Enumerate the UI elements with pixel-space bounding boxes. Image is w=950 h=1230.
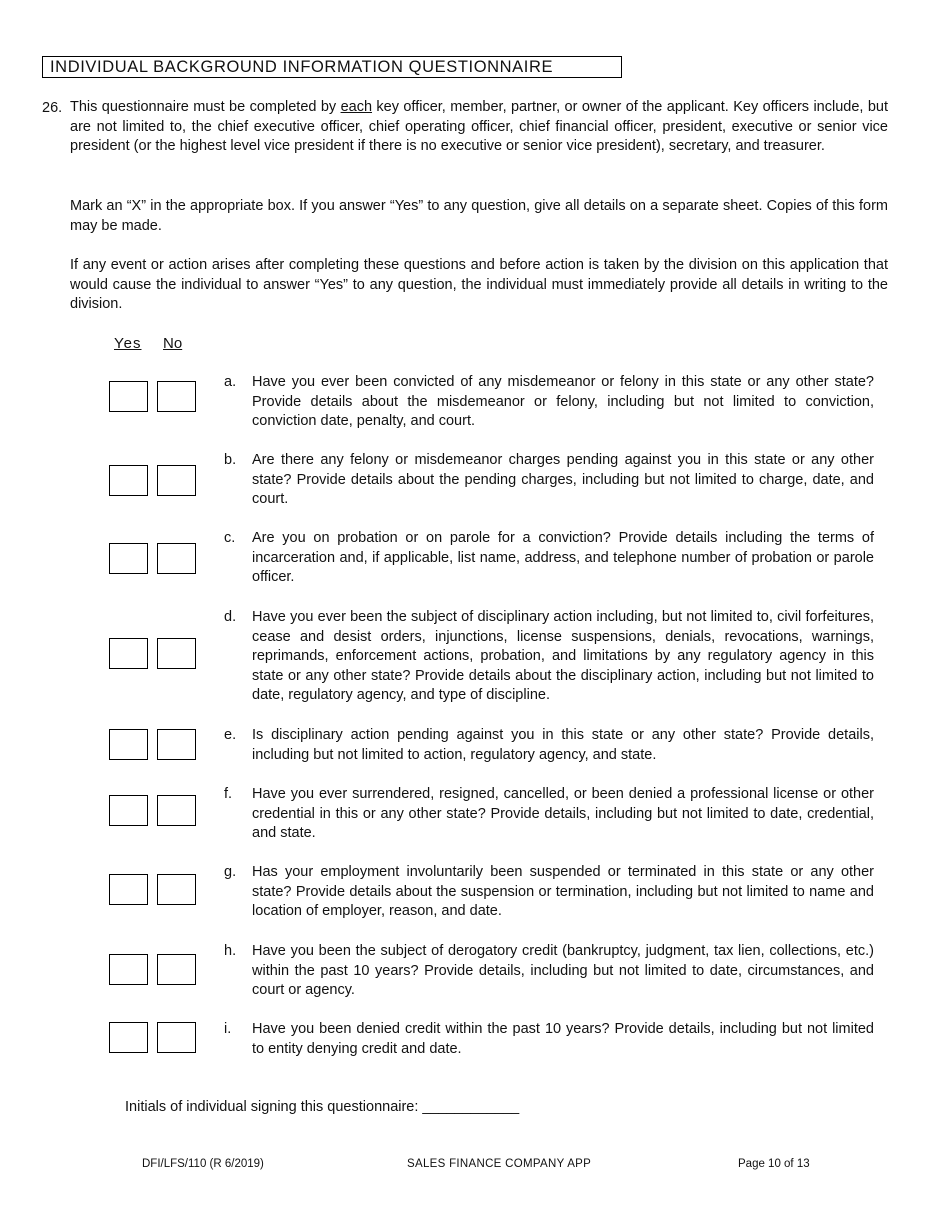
yes-checkbox[interactable] [109, 954, 148, 985]
question-text: Have you ever been convicted of any misdemeanor or felony in this state or any other state? Provide details about the misdemeanor or felony, including but not limited to conviction, conviction date, penalty, and court. [252, 374, 874, 429]
yes-checkbox[interactable] [109, 874, 148, 905]
yes-checkbox[interactable] [109, 543, 148, 574]
no-checkbox[interactable] [157, 874, 196, 905]
no-checkbox[interactable] [157, 543, 196, 574]
question-text: Has your employment involuntarily been suspended or terminated in this state or any other state? Provide details about the suspension or termination, including but not limited to name and location of employer, reason, and date. [252, 864, 874, 919]
yes-checkbox[interactable] [109, 638, 148, 669]
footer-page-number: Page 10 of 13 [738, 1158, 810, 1170]
no-checkbox[interactable] [157, 381, 196, 412]
question-letter: h. [224, 943, 237, 959]
no-checkbox[interactable] [157, 465, 196, 496]
question-text: Have you been denied credit within the past 10 years? Provide details, including but not limited to entity denying credit and date. [252, 1021, 874, 1057]
question-text: Have you been the subject of derogatory credit (bankruptcy, judgment, tax lien, collections, etc.) within the past 10 years? Provide details, including but not limited to date, circumstances, and court or agency. [252, 943, 874, 998]
footer-form-name: SALES FINANCE COMPANY APP [407, 1158, 592, 1170]
no-checkbox[interactable] [157, 638, 196, 669]
update-obligation-paragraph: If any event or action arises after completing these questions and before action is taken by the division on this application that would cause the individual to answer “Yes” to any question, the individual must immediately provide all details in writing to the division. [70, 257, 888, 312]
question-letter: b. [224, 452, 237, 468]
question-letter: f. [224, 786, 233, 802]
no-checkbox[interactable] [157, 1022, 196, 1053]
question-letter: g. [224, 864, 237, 880]
question-text: Are you on probation or on parole for a conviction? Provide details including the terms of incarceration and, if applicable, list name, address, and telephone number of probation or parole officer. [252, 530, 874, 585]
question-letter: i. [224, 1021, 232, 1037]
no-column-header: No [163, 335, 183, 352]
no-checkbox[interactable] [157, 954, 196, 985]
initials-field[interactable]: Initials of individual signing this questionnaire: ____________ [125, 1099, 520, 1115]
question-text: Is disciplinary action pending against you in this state or any other state? Provide details, including but not limited to action, regulatory agency, and state. [252, 727, 874, 763]
questionnaire-title: INDIVIDUAL BACKGROUND INFORMATION QUESTIONNAIRE [42, 56, 622, 78]
yes-column-header: Yes [114, 335, 142, 352]
question-text: Have you ever surrendered, resigned, cancelled, or been denied a professional license or other credential in this or any other state? Provide details, including but not limited to date, credential, and state. [252, 786, 874, 841]
instructions-paragraph: Mark an “X” in the appropriate box. If you answer “Yes” to any question, give all details on a separate sheet. Copies of this form may be made. [70, 198, 888, 234]
intro-text: This questionnaire must be completed by [70, 99, 341, 115]
yes-checkbox[interactable] [109, 381, 148, 412]
intro-text: key officer, member, partner, or owner of the applicant. Key officers include, but are not limited to, the chief executive officer, chief operating officer, chief financial officer, president, executive or senior vice president (or the highest level vice president if there is no executive or senior vice president), secretary, and treasurer. [70, 99, 888, 154]
intro-paragraph-1 [70, 98, 888, 157]
question-letter: d. [224, 609, 237, 625]
question-letter: e. [224, 727, 237, 743]
yes-checkbox[interactable] [109, 795, 148, 826]
question-text: Have you ever been the subject of disciplinary action including, but not limited to, civil forfeitures, cease and desist orders, injunctions, license suspensions, denials, revocations, warnings, reprimands, enforcement actions, probation, and limitations by any regulatory agency in this state or any other state? Provide details about the disciplinary action, including but not limited to date, regulatory agency, and type of discipline. [252, 609, 874, 703]
question-text: Are there any felony or misdemeanor charges pending against you in this state or any other state? Provide details about the pending charges, including but not limited to charge, date, and court. [252, 452, 874, 507]
yes-checkbox[interactable] [109, 729, 148, 760]
yes-checkbox[interactable] [109, 1022, 148, 1053]
question-letter: c. [224, 530, 236, 546]
footer-form-id: DFI/LFS/110 (R 6/2019) [142, 1158, 264, 1170]
no-checkbox[interactable] [157, 795, 196, 826]
yes-checkbox[interactable] [109, 465, 148, 496]
emphasis-each: each [340, 99, 373, 115]
question-letter: a. [224, 374, 237, 390]
no-checkbox[interactable] [157, 729, 196, 760]
item-number: 26. [42, 100, 63, 116]
